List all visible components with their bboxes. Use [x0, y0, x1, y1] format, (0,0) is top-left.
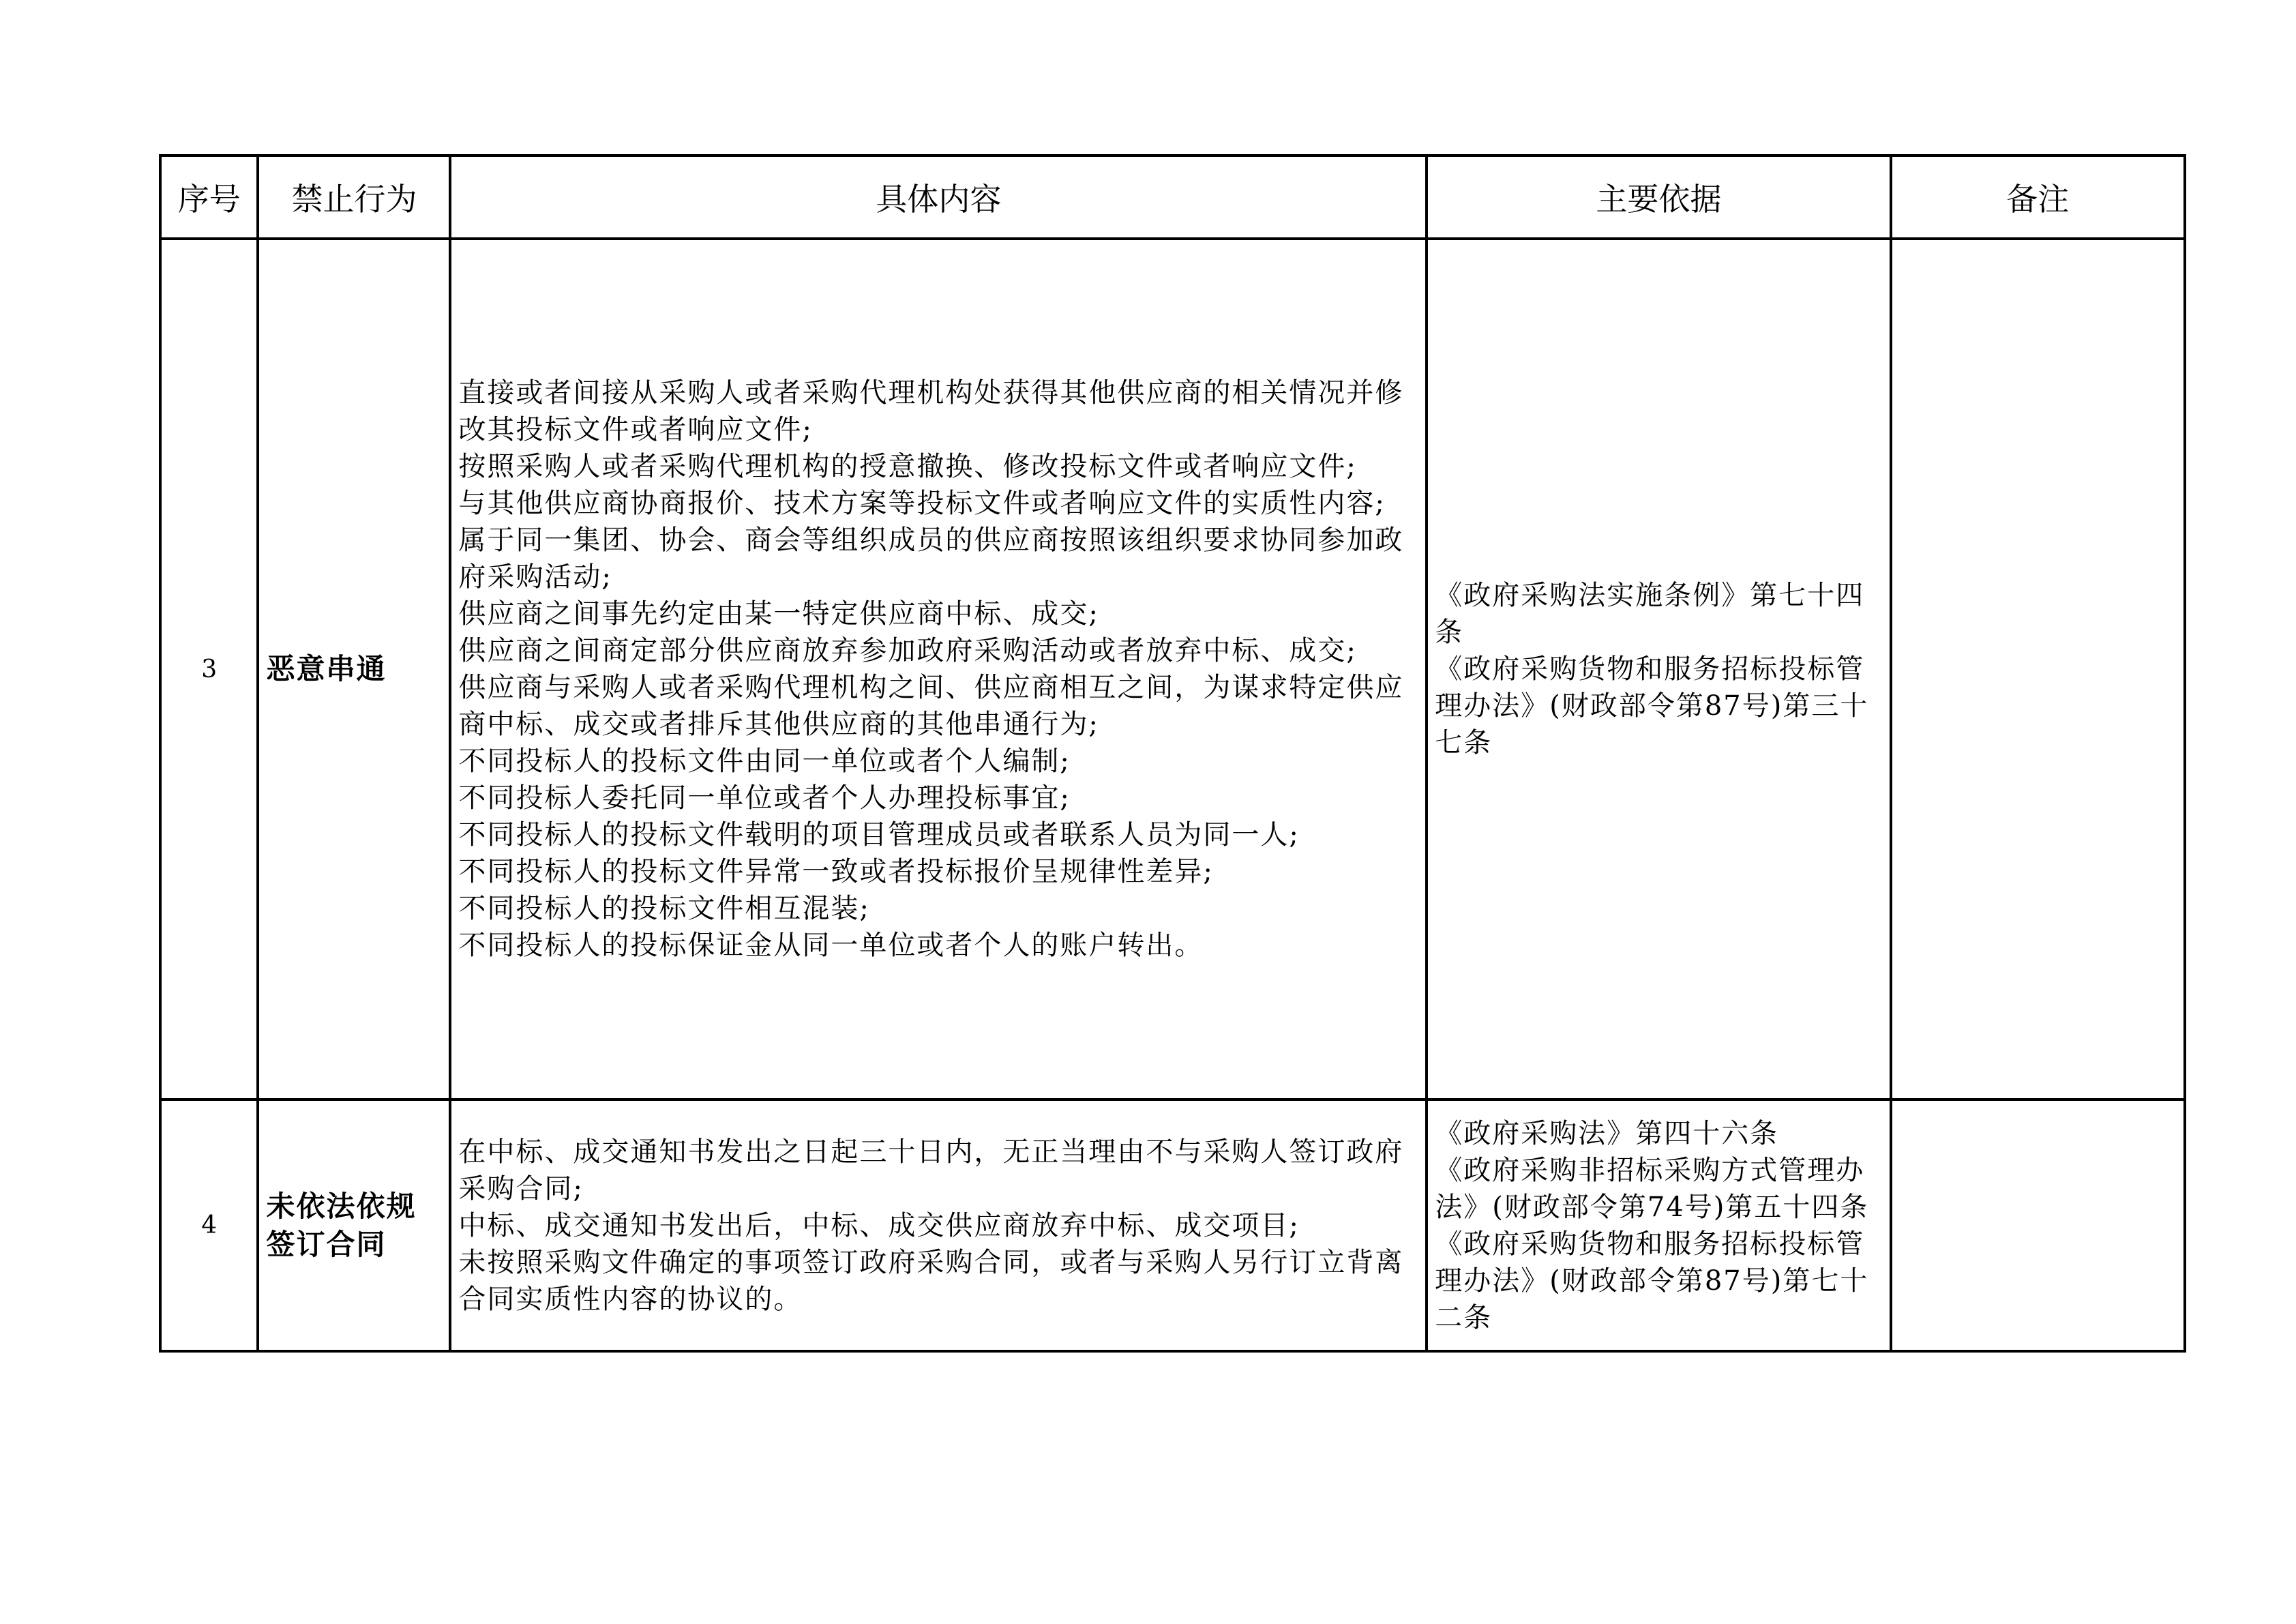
basis-line: 《政府采购法实施条例》第七十四条 [1435, 580, 1865, 648]
table-row [160, 1099, 2185, 1351]
row-basis-cell [1427, 239, 1890, 1099]
content-line: 供应商之间商定部分供应商放弃参加政府采购活动或者放弃中标、成交; [458, 635, 1357, 666]
content-line: 不同投标人的投标文件由同一单位或者个人编制; [458, 745, 1071, 777]
table-row [160, 239, 2185, 1099]
content-line: 不同投标人的投标文件相互混装; [458, 893, 870, 924]
content-line: 不同投标人委托同一单位或者个人办理投标事宜; [458, 782, 1071, 814]
basis-line: 《政府采购货物和服务招标投标管理办法》(财政部令第87号)第三十七条 [1435, 653, 1869, 758]
content-line: 中标、成交通知书发出后，中标、成交供应商放弃中标、成交项目; [458, 1209, 1300, 1241]
content-line: 不同投标人的投标文件载明的项目管理成员或者联系人员为同一人; [458, 819, 1300, 851]
content-line: 按照采购人或者采购代理机构的授意撤换、修改投标文件或者响应文件; [458, 451, 1357, 482]
content-line: 不同投标人的投标保证金从同一单位或者个人的账户转出。 [458, 930, 1204, 961]
row-prohibited-act: 恶意串通 [258, 239, 450, 1099]
basis-line: 《政府采购非招标采购方式管理办法》(财政部令第74号)第五十四条 [1435, 1154, 1869, 1223]
content-line: 在中标、成交通知书发出之日起三十日内，无正当理由不与采购人签订政府采购合同; [458, 1136, 1404, 1205]
content-line: 供应商之间事先约定由某一特定供应商中标、成交; [458, 598, 1099, 630]
regulation-table [159, 154, 2186, 1353]
content-line: 属于同一集团、协会、商会等组织成员的供应商按照该组织要求协同参加政府采购活动; [458, 525, 1404, 593]
header-basis: 主要依据 [1427, 156, 1890, 239]
header-content: 具体内容 [450, 156, 1427, 239]
row-content-cell [450, 239, 1427, 1099]
row-seq: 4 [160, 1099, 258, 1351]
content-line: 不同投标人的投标文件异常一致或者投标报价呈规律性差异; [458, 856, 1214, 887]
row-note [1891, 239, 2186, 1099]
row-basis-cell [1427, 1099, 1890, 1351]
row-note [1891, 1099, 2186, 1351]
row-prohibited-act: 未依法依规签订合同 [258, 1099, 450, 1351]
header-seq: 序号 [160, 156, 258, 239]
content-line: 供应商与采购人或者采购代理机构之间、供应商相互之间，为谋求特定供应商中标、成交或者排斥其他供应商的其他串通行为; [458, 672, 1404, 740]
row-seq: 3 [160, 239, 258, 1099]
content-line: 未按照采购文件确定的事项签订政府采购合同，或者与采购人另行订立背离合同实质性内容的协议的。 [458, 1246, 1404, 1315]
row-content-cell [450, 1099, 1427, 1351]
content-line: 直接或者间接从采购人或者采购代理机构处获得其他供应商的相关情况并修改其投标文件或者响应文件; [458, 377, 1404, 445]
basis-line: 《政府采购货物和服务招标投标管理办法》(财政部令第87号)第七十二条 [1435, 1228, 1869, 1333]
header-row [160, 156, 2185, 239]
basis-line: 《政府采购法》第四十六条 [1435, 1117, 1779, 1149]
header-prohibited-act: 禁止行为 [258, 156, 450, 239]
header-note: 备注 [1891, 156, 2186, 239]
content-line: 与其他供应商协商报价、技术方案等投标文件或者响应文件的实质性内容; [458, 488, 1386, 519]
